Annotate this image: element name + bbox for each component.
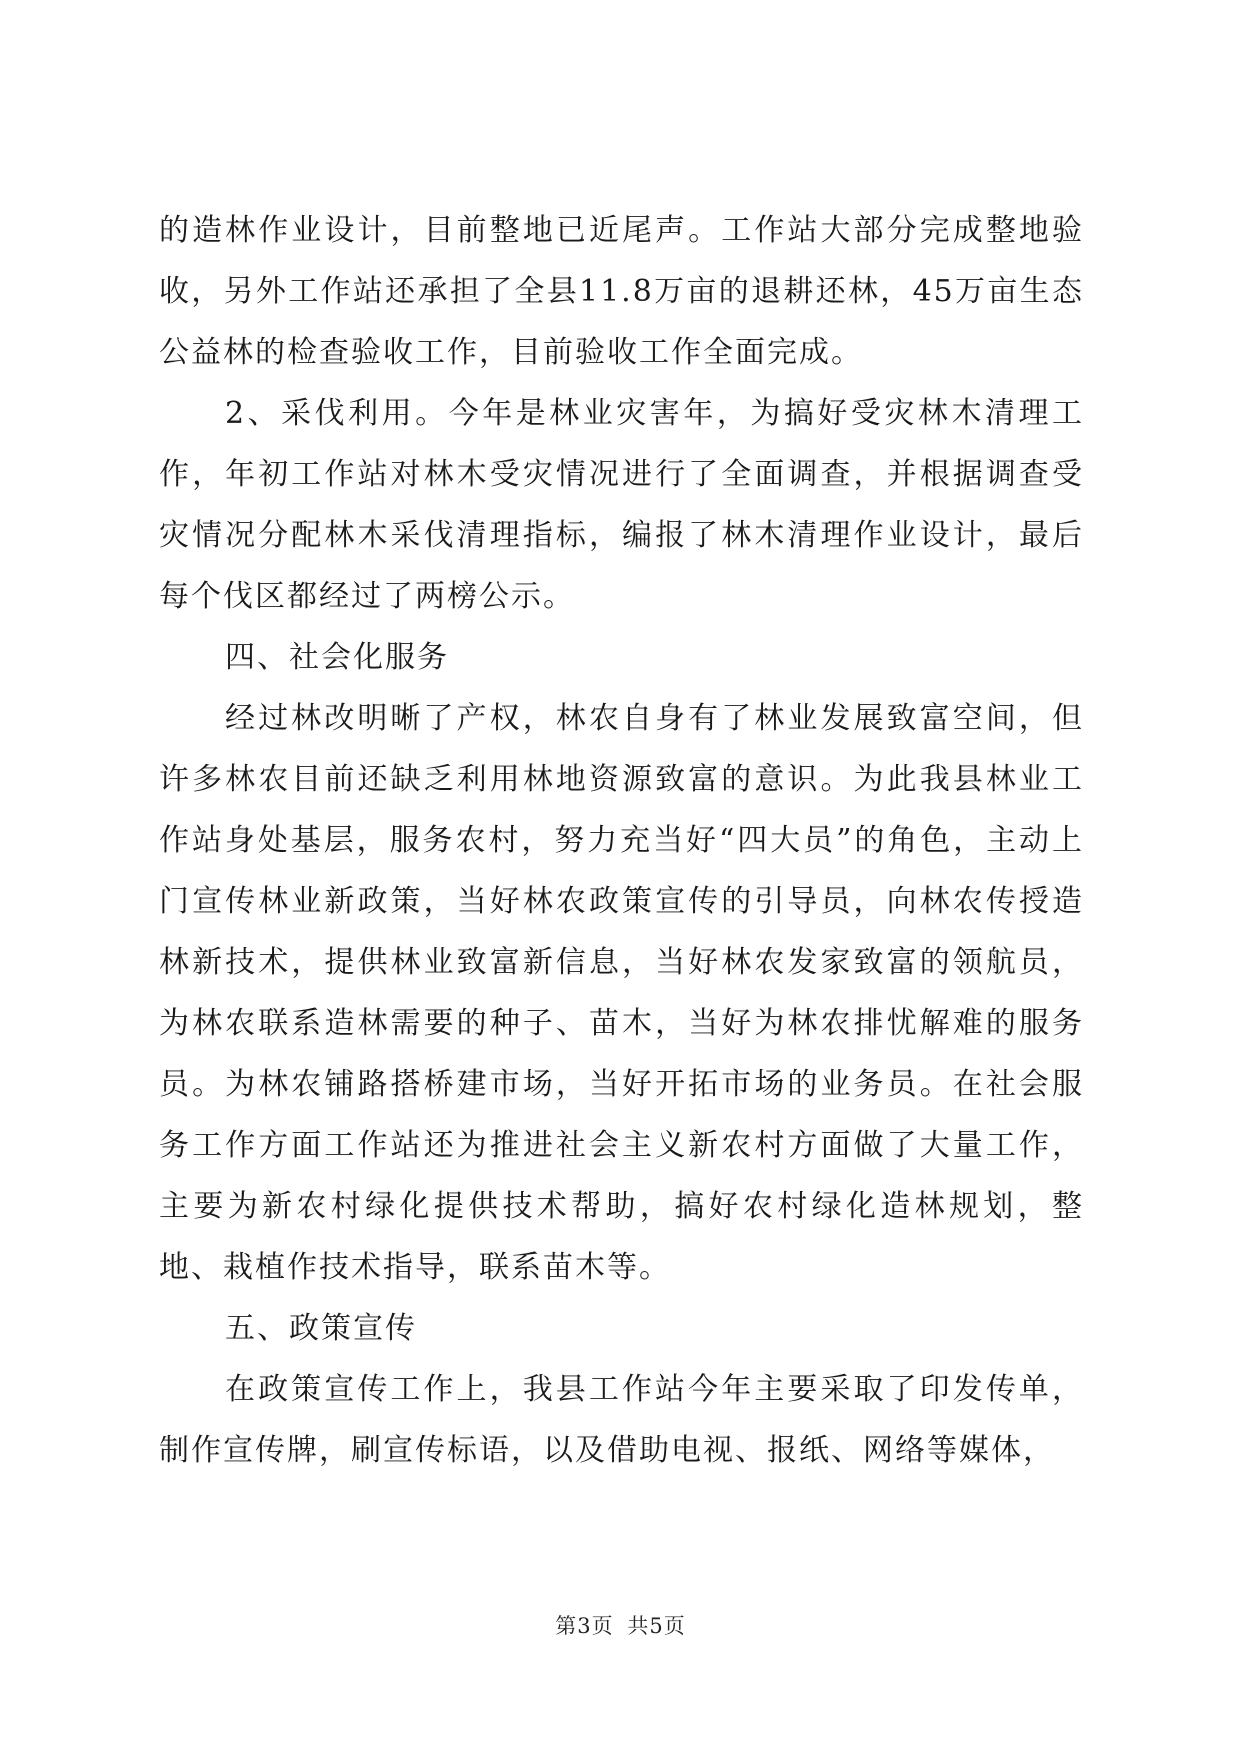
- page-number: 第3页: [555, 1614, 614, 1638]
- paragraph-logging: 2、采伐利用。今年是林业灾害年，为搞好受灾林木清理工作，年初工作站对林木受灾情况进行了全面调查，并根据调查受灾情况分配林木采伐清理指标，编报了林木清理作业设计，最后每个伐区都经过了两榜公示。: [159, 396, 1084, 614]
- paragraph-policy: 在政策宣传工作上，我县工作站今年主要采取了印发传单，制作宣传牌，刷宣传标语，以及借助电视、报纸、网络等媒体，: [159, 1372, 1084, 1468]
- page-footer: [0, 1612, 1241, 1640]
- section-heading-social-service: 四、社会化服务: [225, 640, 449, 675]
- section-heading-policy: 五、政策宣传: [225, 1311, 417, 1346]
- paragraph-social-service: 经过林改明晰了产权，林农自身有了林业发展致富空间，但许多林农目前还缺乏利用林地资源致富的意识。为此我县林业工作站身处基层，服务农村，努力充当好“四大员”的角色，主动上门宣传林业新政策，当好林农政策宣传的引导员，向林农传授造林新技术，提供林业致富新信息，当好林农发家致富的领航员，为林农联系造林需要的种子、苗木，当好为林农排忧解难的服务员。为林农铺路搭桥建市场，当好开拓市场的业务员。在社会服务工作方面工作站还为推进社会主义新农村方面做了大量工作，主要为新农村绿化提供技术帮助，搞好农村绿化造林规划，整地、栽植作技术指导，联系苗木等。: [159, 701, 1084, 1285]
- page-total: 共5页: [627, 1614, 686, 1638]
- document-body: [159, 200, 1084, 1481]
- paragraph-continued: 的造林作业设计，目前整地已近尾声。工作站大部分完成整地验收，另外工作站还承担了全县11.8万亩的退耕还林，45万亩生态公益林的检查验收工作，目前验收工作全面完成。: [159, 213, 1084, 370]
